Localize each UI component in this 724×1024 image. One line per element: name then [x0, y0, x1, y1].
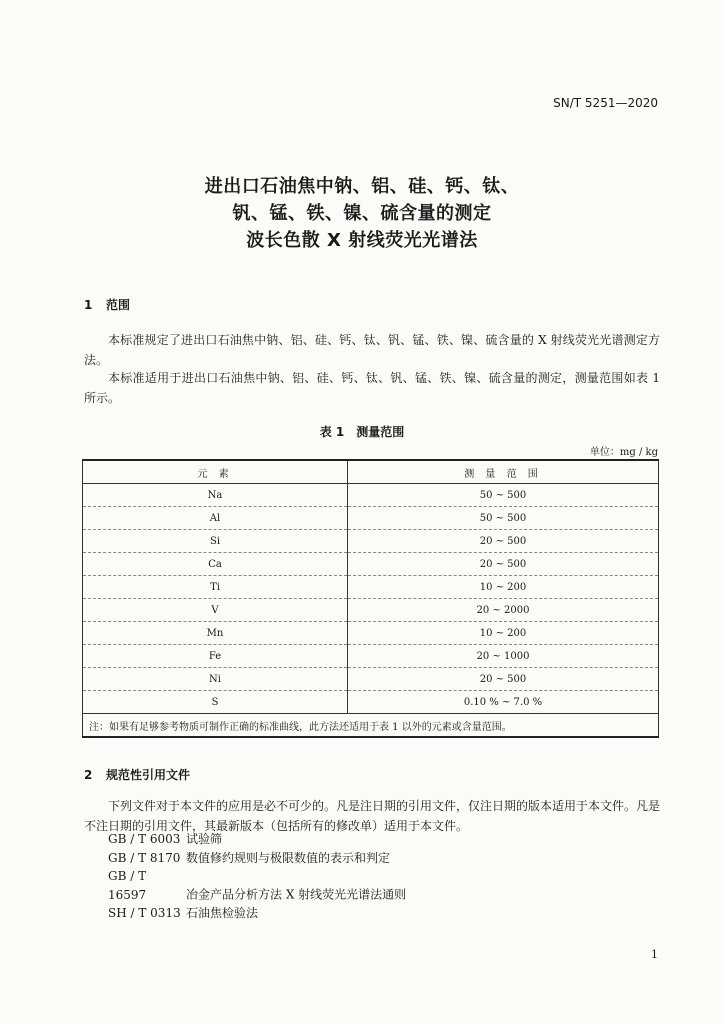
- reference-item: [108, 830, 406, 849]
- range-cell: 50 ~ 500: [348, 484, 659, 507]
- element-cell: Mn: [83, 622, 348, 645]
- header-element: 元 素: [83, 460, 348, 484]
- section-1-heading: [84, 296, 130, 313]
- range-cell: 50 ~ 500: [348, 507, 659, 530]
- header-range: 测 量 范 围: [348, 460, 659, 484]
- title-line-3: 波长色散 X 射线荧光光谱法: [246, 230, 478, 251]
- table-caption: 表 1 测量范围: [319, 425, 405, 439]
- section-2-title: 规范性引用文件: [106, 768, 191, 782]
- element-cell: Ca: [83, 553, 348, 576]
- element-cell: S: [83, 691, 348, 714]
- table-note-row: [83, 714, 659, 738]
- table-row: [83, 645, 659, 668]
- normative-references-list: [108, 830, 406, 923]
- reference-code: GB / T 16597: [108, 869, 147, 902]
- table-row: [83, 691, 659, 714]
- element-cell: Al: [83, 507, 348, 530]
- range-cell: 20 ~ 500: [348, 553, 659, 576]
- table-row: [83, 484, 659, 507]
- section-2-heading: [84, 766, 190, 783]
- title-line-2: 钒、锰、铁、镍、硫含量的测定: [232, 203, 492, 224]
- range-cell: 20 ~ 500: [348, 530, 659, 553]
- table-row: [83, 668, 659, 691]
- table-row: [83, 622, 659, 645]
- range-cell: 20 ~ 500: [348, 668, 659, 691]
- section-1-title: 范围: [106, 298, 131, 312]
- table-row: [83, 599, 659, 622]
- element-cell: Fe: [83, 645, 348, 668]
- reference-title: 数值修约规则与极限数值的表示和判定: [186, 850, 391, 865]
- reference-code: GB / T 6003: [108, 832, 181, 846]
- range-cell: 20 ~ 2000: [348, 599, 659, 622]
- range-cell: 20 ~ 1000: [348, 645, 659, 668]
- element-cell: Na: [83, 484, 348, 507]
- section-1-paragraph-1: 本标准规定了进出口石油焦中钠、铝、硅、钙、钛、钒、锰、铁、镍、硫含量的 X 射线荧光光谱测定方法。: [84, 333, 660, 367]
- range-cell: 10 ~ 200: [348, 622, 659, 645]
- range-cell: 10 ~ 200: [348, 576, 659, 599]
- title-line-1: 进出口石油焦中钠、铝、硅、钙、钛、: [204, 176, 520, 197]
- page-number: 1: [651, 948, 658, 961]
- table-header-row: [83, 460, 659, 484]
- reference-item: [108, 867, 406, 904]
- reference-title: 试验筛: [186, 832, 223, 846]
- table-note: 注：如果有足够参考物质可制作正确的标准曲线，此方法还适用于表 1 以外的元素或含量范围。: [83, 714, 659, 738]
- element-cell: Ti: [83, 576, 348, 599]
- reference-code: GB / T 8170: [108, 850, 181, 865]
- section-2-number: 2: [84, 768, 93, 782]
- standard-code: SN/T 5251—2020: [553, 96, 658, 110]
- reference-item: [108, 849, 406, 868]
- element-cell: Si: [83, 530, 348, 553]
- table-row: [83, 507, 659, 530]
- reference-title: 冶金产品分析方法 X 射线荧光光谱法通则: [186, 887, 407, 902]
- element-cell: V: [83, 599, 348, 622]
- section-1-paragraph-2: 本标准适用于进出口石油焦中钠、铝、硅、钙、钛、钒、锰、铁、镍、硫含量的测定，测量范围如表 1 所示。: [84, 371, 660, 405]
- table-row: [83, 576, 659, 599]
- table-unit: 单位：mg / kg: [589, 447, 658, 458]
- range-cell: 0.10 % ~ 7.0 %: [348, 691, 659, 714]
- table-row: [83, 530, 659, 553]
- reference-item: [108, 904, 406, 923]
- element-cell: Ni: [83, 668, 348, 691]
- section-1-number: 1: [84, 298, 93, 312]
- table-row: [83, 553, 659, 576]
- reference-title: 石油焦检验法: [186, 906, 259, 920]
- measurement-range-table: [82, 459, 659, 738]
- section-2-paragraph: 下列文件对于本文件的应用是必不可少的。凡是注日期的引用文件，仅注日期的版本适用于本文件。凡是不注日期的引用文件，其最新版本（包括所有的修改单）适用于本文件。: [84, 799, 661, 833]
- reference-code: SH / T 0313: [108, 906, 181, 920]
